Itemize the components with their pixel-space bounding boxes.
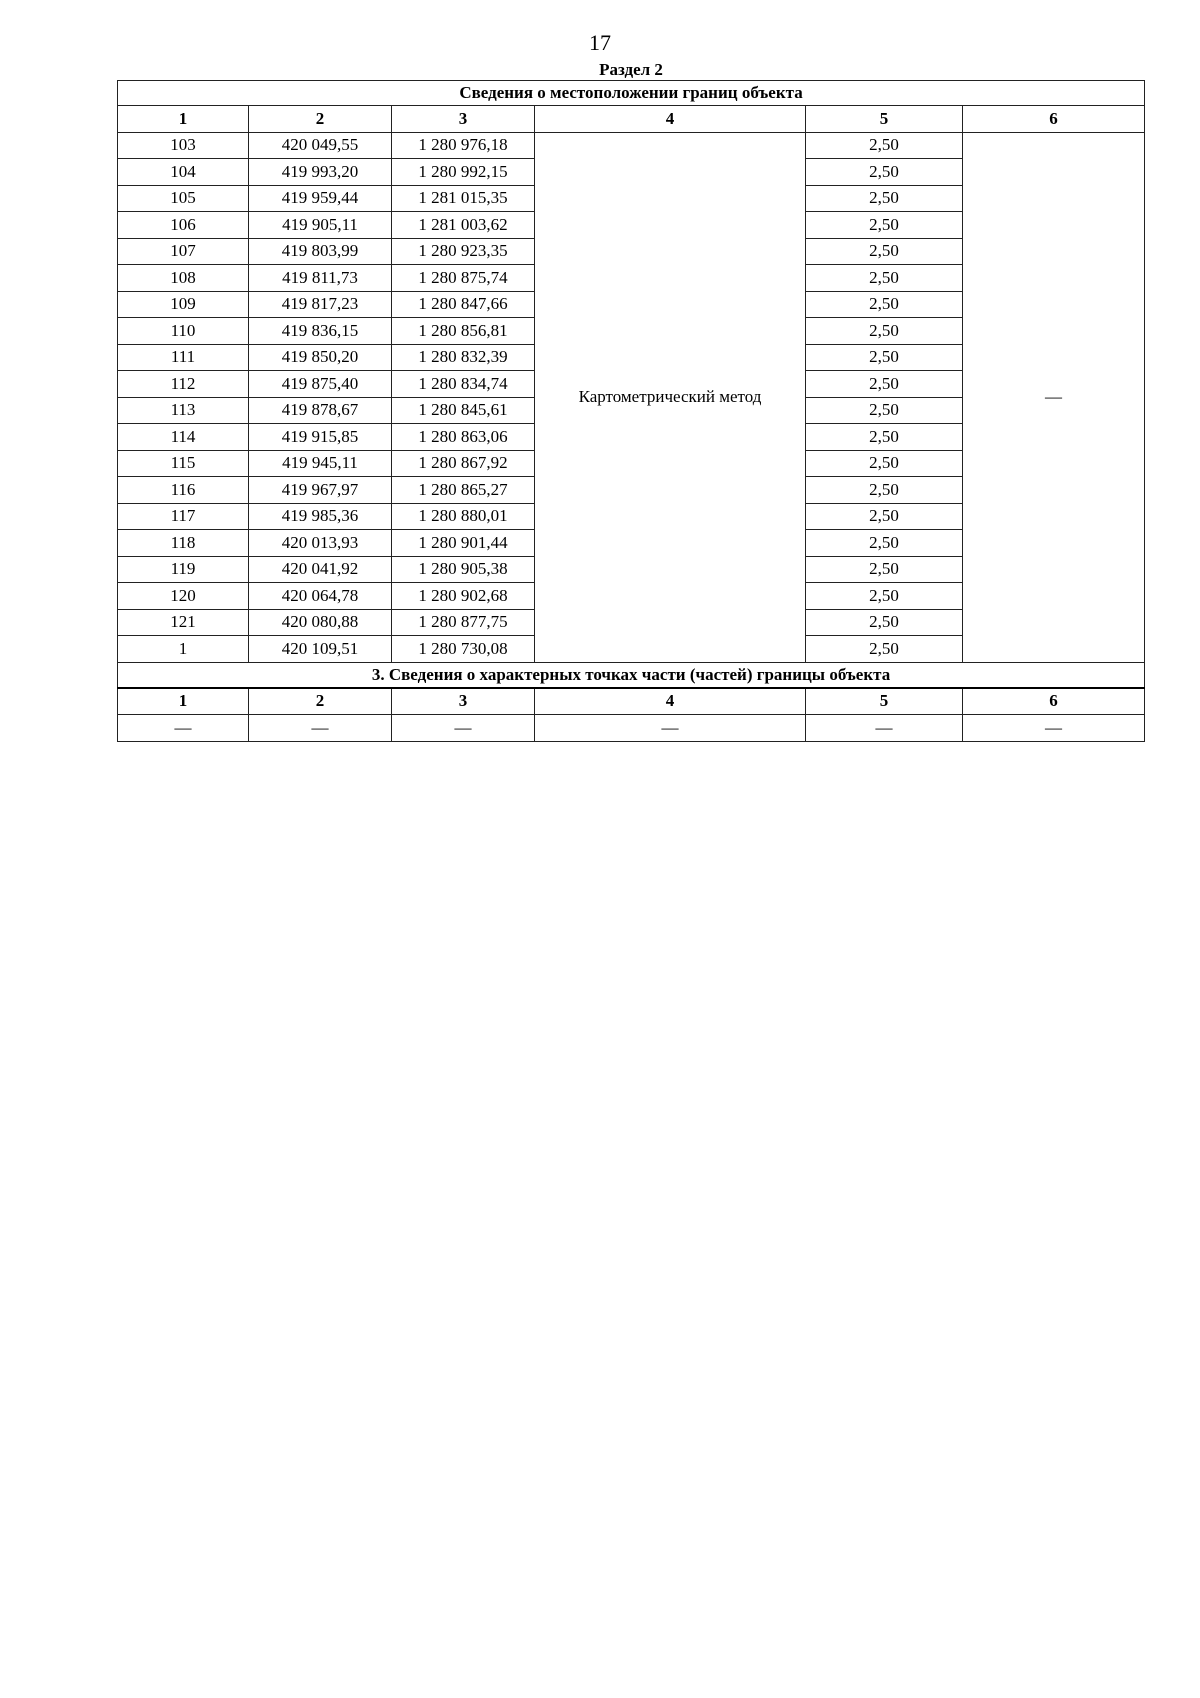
column-number: 1 — [118, 688, 249, 715]
coordinate-y: 1 280 901,44 — [392, 530, 535, 557]
point-number: 110 — [118, 318, 249, 345]
column-number: 2 — [249, 106, 392, 133]
empty-cell: — — [806, 715, 963, 742]
point-number: 121 — [118, 609, 249, 636]
accuracy: 2,50 — [806, 344, 963, 371]
point-number: 105 — [118, 185, 249, 212]
coordinate-x: 419 811,73 — [249, 265, 392, 292]
coordinate-y: 1 280 923,35 — [392, 238, 535, 265]
accuracy: 2,50 — [806, 609, 963, 636]
coordinate-y: 1 280 865,27 — [392, 477, 535, 504]
point-number: 111 — [118, 344, 249, 371]
coordinate-x: 419 836,15 — [249, 318, 392, 345]
boundary-table — [117, 80, 1145, 742]
accuracy: 2,50 — [806, 583, 963, 610]
table1-heading-row — [118, 81, 1145, 106]
table1-heading: Сведения о местоположении границ объекта — [118, 81, 1145, 106]
accuracy: 2,50 — [806, 212, 963, 239]
point-number: 118 — [118, 530, 249, 557]
accuracy: 2,50 — [806, 530, 963, 557]
empty-cell: — — [963, 715, 1145, 742]
coordinate-x: 420 049,55 — [249, 132, 392, 159]
coordinate-x: 419 817,23 — [249, 291, 392, 318]
point-number: 113 — [118, 397, 249, 424]
coordinate-x: 420 013,93 — [249, 530, 392, 557]
table2-column-numbers — [118, 688, 1145, 715]
coordinate-y: 1 280 834,74 — [392, 371, 535, 398]
accuracy: 2,50 — [806, 185, 963, 212]
accuracy: 2,50 — [806, 556, 963, 583]
method-cell: Картометрический метод — [535, 132, 806, 662]
coordinate-y: 1 280 875,74 — [392, 265, 535, 292]
column-number: 3 — [392, 688, 535, 715]
coordinate-y: 1 280 863,06 — [392, 424, 535, 451]
column-number: 6 — [963, 688, 1145, 715]
accuracy: 2,50 — [806, 265, 963, 292]
point-number: 103 — [118, 132, 249, 159]
accuracy: 2,50 — [806, 477, 963, 504]
column-number: 6 — [963, 106, 1145, 133]
column-number: 4 — [535, 106, 806, 133]
empty-cell: — — [535, 715, 806, 742]
coordinate-y: 1 280 902,68 — [392, 583, 535, 610]
accuracy: 2,50 — [806, 159, 963, 186]
accuracy: 2,50 — [806, 397, 963, 424]
accuracy: 2,50 — [806, 291, 963, 318]
coordinate-x: 419 803,99 — [249, 238, 392, 265]
point-number: 106 — [118, 212, 249, 239]
coordinate-x: 419 875,40 — [249, 371, 392, 398]
coordinate-y: 1 280 976,18 — [392, 132, 535, 159]
point-number: 120 — [118, 583, 249, 610]
coordinate-y: 1 281 003,62 — [392, 212, 535, 239]
coordinate-y: 1 280 832,39 — [392, 344, 535, 371]
coordinate-y: 1 280 880,01 — [392, 503, 535, 530]
point-number: 119 — [118, 556, 249, 583]
table-row — [118, 715, 1145, 742]
coordinate-y: 1 280 877,75 — [392, 609, 535, 636]
column-number: 5 — [806, 106, 963, 133]
coordinate-x: 419 985,36 — [249, 503, 392, 530]
column-number: 3 — [392, 106, 535, 133]
point-number: 115 — [118, 450, 249, 477]
point-number: 1 — [118, 636, 249, 663]
coordinate-y: 1 280 730,08 — [392, 636, 535, 663]
column6-cell: — — [963, 132, 1145, 662]
point-number: 104 — [118, 159, 249, 186]
coordinate-x: 420 109,51 — [249, 636, 392, 663]
coordinate-y: 1 280 905,38 — [392, 556, 535, 583]
accuracy: 2,50 — [806, 503, 963, 530]
coordinate-x: 419 850,20 — [249, 344, 392, 371]
boundary-table-body — [118, 81, 1145, 742]
coordinate-x: 419 905,11 — [249, 212, 392, 239]
coordinate-y: 1 281 015,35 — [392, 185, 535, 212]
table2-heading: 3. Сведения о характерных точках части (частей) границы объекта — [118, 662, 1145, 688]
coordinate-x: 419 878,67 — [249, 397, 392, 424]
accuracy: 2,50 — [806, 318, 963, 345]
column-number: 1 — [118, 106, 249, 133]
accuracy: 2,50 — [806, 450, 963, 477]
column-number: 2 — [249, 688, 392, 715]
table-row — [118, 132, 1145, 159]
page-number: 17 — [589, 30, 611, 55]
point-number: 109 — [118, 291, 249, 318]
coordinate-y: 1 280 847,66 — [392, 291, 535, 318]
section-title: Раздел 2 — [599, 60, 663, 79]
coordinate-y: 1 280 845,61 — [392, 397, 535, 424]
coordinate-x: 419 993,20 — [249, 159, 392, 186]
coordinate-x: 419 915,85 — [249, 424, 392, 451]
column-number: 4 — [535, 688, 806, 715]
point-number: 114 — [118, 424, 249, 451]
table1-column-numbers — [118, 106, 1145, 133]
coordinate-x: 420 041,92 — [249, 556, 392, 583]
accuracy: 2,50 — [806, 424, 963, 451]
empty-cell: — — [249, 715, 392, 742]
point-number: 112 — [118, 371, 249, 398]
point-number: 116 — [118, 477, 249, 504]
accuracy: 2,50 — [806, 132, 963, 159]
accuracy: 2,50 — [806, 238, 963, 265]
coordinate-x: 420 080,88 — [249, 609, 392, 636]
coordinate-x: 419 967,97 — [249, 477, 392, 504]
coordinate-x: 420 064,78 — [249, 583, 392, 610]
table2-heading-row — [118, 662, 1145, 688]
point-number: 107 — [118, 238, 249, 265]
point-number: 108 — [118, 265, 249, 292]
coordinate-y: 1 280 992,15 — [392, 159, 535, 186]
coordinate-x: 419 959,44 — [249, 185, 392, 212]
empty-cell: — — [392, 715, 535, 742]
column-number: 5 — [806, 688, 963, 715]
accuracy: 2,50 — [806, 636, 963, 663]
empty-cell: — — [118, 715, 249, 742]
coordinate-x: 419 945,11 — [249, 450, 392, 477]
coordinate-y: 1 280 867,92 — [392, 450, 535, 477]
coordinate-y: 1 280 856,81 — [392, 318, 535, 345]
point-number: 117 — [118, 503, 249, 530]
accuracy: 2,50 — [806, 371, 963, 398]
